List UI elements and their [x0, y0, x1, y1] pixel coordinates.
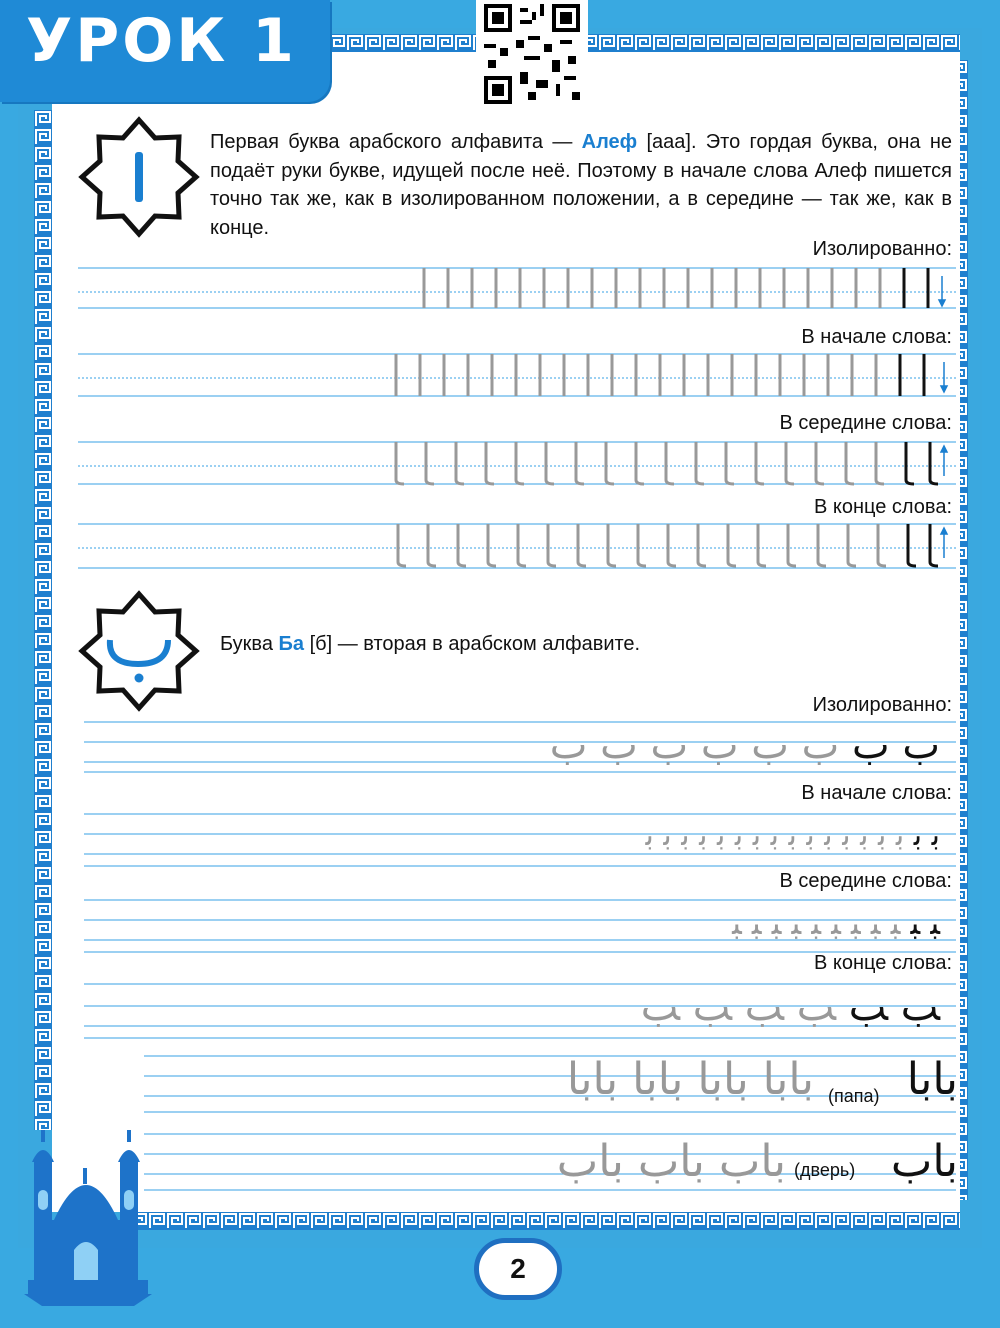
ba-initial-trace: ﺑ ﺑ ﺑ ﺑ ﺑ ﺑ ﺑ ﺑ ﺑ ﺑ ﺑ ﺑ ﺑ ﺑ ﺑ — [645, 818, 905, 853]
word-door: باب — [890, 1136, 958, 1187]
ba-writing-lines — [84, 716, 958, 1196]
word-papa-translation: (папа) — [828, 1086, 880, 1106]
alef-label-isolated: Изолированно: — [812, 238, 952, 260]
alef-label-final: В конце слова: — [813, 496, 952, 518]
ba-label-initial: В начале слова: — [801, 782, 952, 804]
word-papa-row — [907, 1054, 958, 1105]
ba-label-final: В конце слова: — [813, 952, 952, 974]
ba-text-1: Буква — [220, 633, 279, 655]
word-door-trace: باب باب باب — [556, 1136, 786, 1187]
greek-key-border-top — [310, 34, 960, 52]
ba-name: Ба — [278, 633, 305, 655]
ba-description — [220, 630, 962, 659]
qr-code-icon — [476, 0, 588, 108]
lesson-title: УРОК 1 — [26, 6, 297, 76]
word-papa-practice — [567, 1054, 814, 1105]
word-door-practice — [557, 1136, 786, 1187]
greek-key-border-bottom — [130, 1212, 960, 1230]
ba-label-medial: В середине слова: — [779, 870, 952, 892]
ba-label-isolated: Изолированно: — [812, 694, 952, 716]
alef-name: Алеф — [581, 131, 638, 153]
greek-key-border-left — [34, 110, 52, 1130]
ba-isolated-trace: ب ب ب ب ب ب — [549, 722, 840, 768]
ba-isolated-row — [550, 722, 940, 768]
alef-letter-mark — [135, 152, 143, 202]
page-number: 2 — [474, 1238, 562, 1300]
word-papa: بابا — [906, 1054, 958, 1105]
lesson-title-box — [0, 0, 330, 102]
ba-medial-bold: ﺒ ﺒ — [910, 904, 940, 942]
alef-writing-lines — [78, 262, 958, 580]
ba-isolated-bold: ب ب — [851, 722, 940, 768]
alef-text-2: [ааа]. Это гордая буква, она не подаёт руки букве, идущей после неё. Поэтому в начале слова Алеф пишется точно так же, как в изолированном положении, а в середине — так же, как в конце. — [210, 131, 952, 239]
word-door-row — [891, 1136, 958, 1187]
ba-text-2: [б] — вторая в арабском алфавите. — [304, 633, 641, 655]
word-door-translation: (дверь) — [794, 1160, 856, 1180]
star-badge-alef — [78, 116, 200, 238]
ba-medial-row — [732, 904, 940, 942]
ba-initial-row — [645, 818, 940, 853]
star-badge-ba — [78, 590, 200, 712]
alef-text-1: Первая буква арабского алфавита — — [210, 131, 582, 153]
ba-initial-bold: ﺑ ﺑ — [913, 818, 940, 853]
ba-medial-trace: ﺒ ﺒ ﺒ ﺒ ﺒ ﺒ ﺒ ﺒ ﺒ — [732, 904, 901, 942]
ba-final-bold: ﺐ ﺐ — [848, 984, 940, 1030]
alef-description — [210, 128, 952, 242]
ba-final-row — [641, 984, 940, 1030]
word-papa-trace: بابا بابا بابا بابا — [566, 1054, 814, 1105]
ba-final-trace: ﺐ ﺐ ﺐ ﺐ — [640, 984, 836, 1030]
mosque-icon — [24, 1130, 154, 1306]
alef-label-medial: В середине слова: — [779, 412, 952, 434]
alef-label-initial: В начале слова: — [801, 326, 952, 348]
